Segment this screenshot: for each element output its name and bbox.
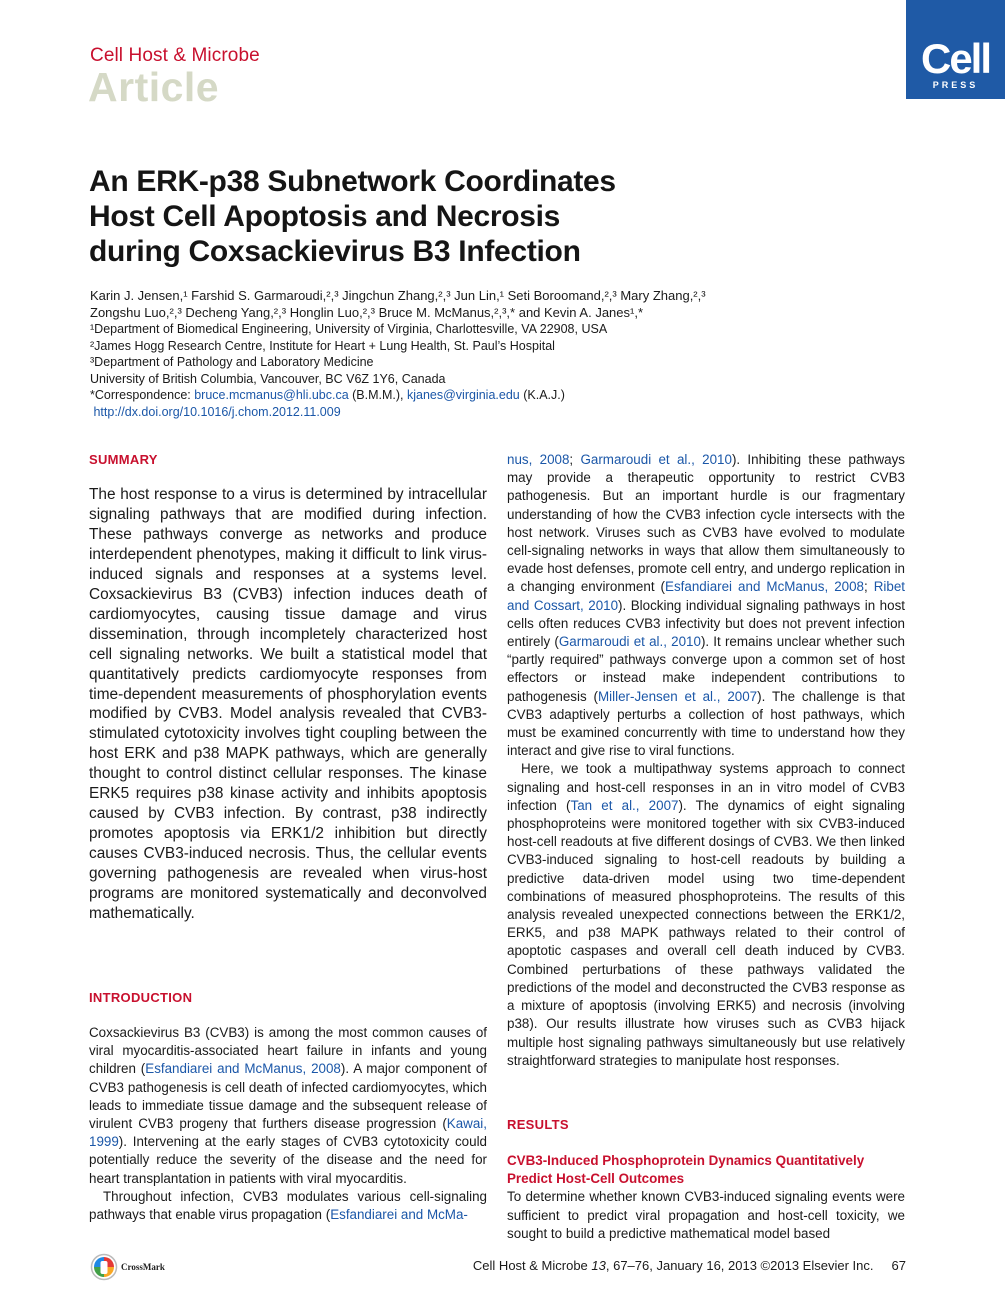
- text-run: ;: [864, 579, 874, 595]
- text-run: ;: [569, 452, 581, 467]
- introduction-heading-wrap: [89, 989, 487, 1007]
- introduction-heading: INTRODUCTION: [89, 990, 193, 1005]
- cell-press-logo: [906, 0, 1005, 99]
- citation-link[interactable]: nus, 2008: [507, 452, 570, 467]
- crossmark-label: CrossMark: [121, 1262, 165, 1272]
- citation-link[interactable]: Esfandiarei and McManus, 2008: [665, 579, 864, 595]
- right-column-body: [507, 451, 905, 1070]
- logo-text: Cell: [920, 35, 991, 82]
- author-list-line: Karin J. Jensen,¹ Farshid S. Garmaroudi,²,³ Jingchun Zhang,²,³ Jun Lin,¹ Seti Boroomand,²,³ Mary Zhang,²,³: [90, 288, 706, 303]
- text-run: ). Intervening at the early stages of CVB3 cytotoxicity could potentially reduce the severity of the disease and the need for heart transplantation in patients with viral myocarditis.: [89, 1134, 487, 1186]
- email-suffix: (B.M.M.),: [348, 388, 407, 402]
- citation-link[interactable]: Ribet and Cossart, 2010: [507, 579, 906, 613]
- doi-link[interactable]: http://dx.doi.org/10.1016/j.chom.2012.11.009: [93, 404, 341, 419]
- text-run: ). A major component of CVB3 pathogenesis is cell death of infected cardiomyocytes, which leads to immediate tissue damage and the subsequent release of virulent CVB3 progeny that furthers disease progression (: [89, 1061, 488, 1132]
- body-paragraph: [507, 451, 905, 760]
- intro-paragraph: [89, 1024, 487, 1188]
- title-line: Host Cell Apoptosis and Necrosis: [89, 200, 561, 233]
- text-run: Throughout infection, CVB3 modulates various cell-signaling pathways that enable virus propagation (: [89, 1188, 487, 1223]
- citation-link[interactable]: Esfandiarei and McManus, 2008: [145, 1061, 341, 1077]
- email-link-janes[interactable]: kjanes@virginia.edu: [406, 388, 520, 402]
- author-block: [90, 288, 910, 420]
- citation-link[interactable]: Kawai, 1999: [89, 1116, 487, 1150]
- citation-link[interactable]: Garmaroudi et al., 2010: [558, 634, 701, 650]
- article-type: Article: [88, 64, 220, 110]
- affiliation: ³Department of Pathology and Laboratory Medicine: [90, 355, 374, 369]
- body-paragraph: To determine whether known CVB3-induced signaling events were sufficient to predict viral propagation and host-cell toxicity, we sought to build a predictive mathematical model based: [507, 1189, 905, 1241]
- introduction-body: [89, 1024, 487, 1224]
- citation-link[interactable]: Garmaroudi et al., 2010: [580, 452, 732, 467]
- page-number: 67: [891, 1258, 906, 1273]
- journal-name: Cell Host & Microbe: [90, 45, 260, 66]
- summary-heading: SUMMARY: [89, 452, 158, 467]
- results-heading: RESULTS: [507, 1117, 569, 1132]
- text-run: ). Blocking individual signaling pathways in host cells often reduces CVB3 infectivity but does not prevent infection entirely (: [507, 597, 905, 650]
- email-link-mcmanus[interactable]: bruce.mcmanus@hli.ubc.ca: [194, 388, 349, 402]
- footer-journal: Cell Host & Microbe: [472, 1258, 592, 1273]
- footer-volume: 13: [591, 1258, 606, 1273]
- title-line: An ERK-p38 Subnetwork Coordinates: [89, 165, 616, 198]
- email-suffix: (K.A.J.): [519, 388, 565, 402]
- text-run: ). The challenge is that CVB3 adaptively perturbs a collection of host pathways, which must be examined concurrently with time to understand how they interact and give rise to viral functions.: [507, 688, 906, 759]
- text-run: ). Inhibiting these pathways may provide a therapeutic opportunity to restrict CVB3 pathogenesis. But an important hurdle is our fragmentary understanding of how the CVB3 infection cycle intersects with the host network. Viruses such as CVB3 have evolved to modulate cell-signaling networks in ways that allow them simultaneously to evade host defenses, promote cell entry, and undergo replication in a changing environment (: [507, 452, 905, 595]
- text-run: Here, we took a multipathway systems approach to connect signaling and host-cell responses in an in vitro model of CVB3 infection (: [507, 761, 905, 813]
- text-run: ). The dynamics of eight signaling phosphoproteins were monitored together with six CVB3-induced host-cell readouts at five different dosings of CVB3. We then linked CVB3-induced signaling to host-cell readouts by building a predictive data-driven model using two time-dependent combinations of measured phosphoproteins. The results of this analysis revealed unexpected connections between the ERK1/2, ERK5, and p38 MAPK pathways related to their control of apoptotic caspases and overall cell death induced by CVB3. Combined perturbations of these pathways validated the predictions of the model and deconstructed the CVB3 response as a mixture of apoptosis (involving ERK5) and necrosis (involving p38). Our results illustrate how viruses such as CVB3 hijack multiple host signaling pathways simultaneously but use relatively straightforward strategies to manipulate host responses.: [507, 797, 905, 1068]
- crossmark-badge[interactable]: [90, 1253, 165, 1281]
- correspondence: [90, 387, 910, 404]
- affiliation: University of British Columbia, Vancouver, BC V6Z 1Y6, Canada: [90, 371, 446, 386]
- results-subheading: CVB3-Induced Phosphoprotein Dynamics Quantitatively Predict Host-Cell Outcomes: [507, 1153, 865, 1187]
- citation-link[interactable]: Tan et al., 2007: [570, 797, 679, 813]
- summary-heading-wrap: [89, 451, 487, 469]
- correspondence-label: *Correspondence:: [90, 388, 195, 402]
- page-footer: [470, 1258, 906, 1273]
- intro-paragraph: [89, 1188, 487, 1224]
- logo-subtext: PRESS: [932, 80, 979, 90]
- text-run: Coxsackievirus B3 (CVB3) is among the most common causes of viral myocarditis-associated heart failure in infants and young children (: [89, 1025, 487, 1077]
- summary-text: The host response to a virus is determined by intracellular signaling pathways that are modified during infection. These pathways converge as networks and produce interdependent phenotypes, making it difficult to link virus-induced signals and responses at a systems level. Coxsackievirus B3 (CVB3) infection induces death of cardiomyocytes, causing tissue damage and virus dissemination, through incompletely characterized host cell signaling networks. We built a statistical model that quantitatively predicts cardiomyocyte responses from time-dependent measurements of phosphorylation events modified by CVB3. Model analysis revealed that CVB3-stimulated cytotoxicity involves tight coupling between the host ERK and p38 MAPK pathways, which are generally thought to control distinct cellular responses. The kinase ERK5 requires p38 kinase activity and inhibits apoptosis caused by CVB3 infection. By contrast, p38 indirectly promotes apoptosis via ERK1/2 inhibition but directly causes CVB3-induced necrosis. Thus, the cellular events governing pathogenesis are revealed when virus-host programs are monitored systematically and deconvolved mathematically.: [89, 486, 487, 923]
- author-list-line: Zongshu Luo,²,³ Decheng Yang,²,³ Honglin Luo,²,³ Bruce M. McManus,²,³,* and Kevin A. Janes¹,*: [90, 304, 644, 320]
- article-title: [89, 164, 789, 269]
- citation-link[interactable]: Miller-Jensen et al., 2007: [598, 688, 758, 704]
- affiliation: ¹Department of Biomedical Engineering, University of Virginia, Charlottesville, VA 22908, USA: [90, 322, 608, 336]
- footer-citation: , 67–76, January 16, 2013 ©2013 Elsevier Inc.: [605, 1258, 874, 1273]
- citation-link[interactable]: Esfandiarei and McMa-: [330, 1207, 468, 1223]
- crossmark-icon: [90, 1253, 118, 1281]
- doi-line: [90, 404, 910, 421]
- affiliation: ²James Hogg Research Centre, Institute for Heart + Lung Health, St. Paul’s Hospital: [90, 338, 555, 353]
- results-heading-wrap: [507, 1116, 905, 1134]
- title-line: during Coxsackievirus B3 Infection: [89, 235, 581, 268]
- results-body: [507, 1152, 905, 1243]
- body-paragraph: [507, 760, 905, 1069]
- text-run: ). It remains unclear whether such “partly required” pathways converge upon a common set of host effectors or instead make independent contributions to pathogenesis (: [507, 634, 905, 704]
